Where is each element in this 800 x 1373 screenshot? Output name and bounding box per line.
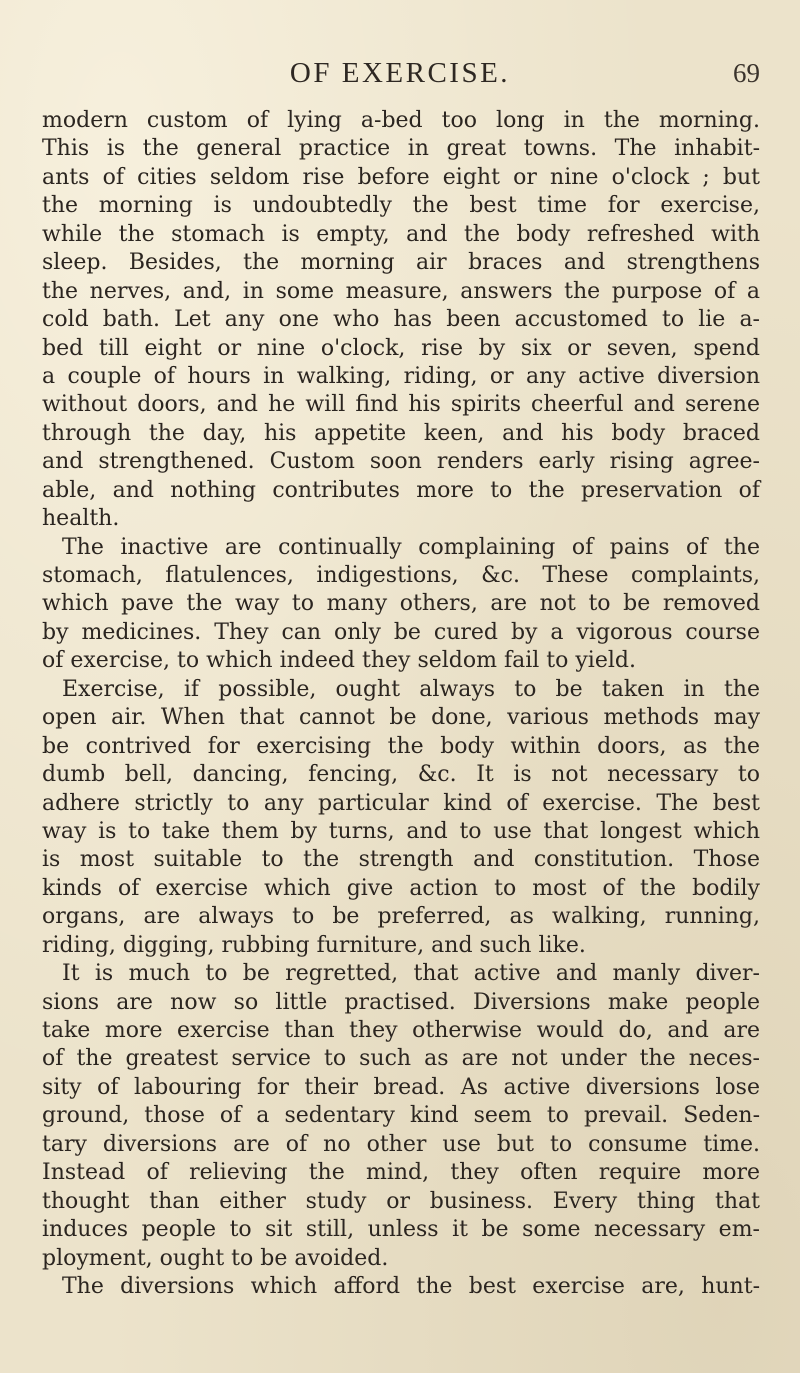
text-line: cold bath. Let any one who has been accustomed to lie a-: [42, 307, 760, 333]
text-line: The diversions which afford the best exercise are, hunt-: [62, 1273, 760, 1299]
text-line: thought than either study or business. Every thing that: [42, 1188, 760, 1214]
text-line: way is to take them by turns, and to use that longest which: [42, 818, 760, 844]
text-line: able, and nothing contributes more to the preservation of: [42, 477, 760, 503]
text-line: and strengthened. Custom soon renders early rising agree-: [42, 449, 760, 475]
text-line: through the day, his appetite keen, and his body braced: [42, 420, 760, 446]
text-line: dumb bell, dancing, fencing, &c. It is not necessary to: [42, 762, 760, 788]
text-line: ployment, ought to be avoided.: [42, 1245, 389, 1271]
text-line: is most suitable to the strength and constitution. Those: [42, 847, 760, 873]
text-line: modern custom of lying a-bed too long in the morning.: [42, 108, 760, 133]
text-line: Exercise, if possible, ought always to be taken in the: [62, 676, 760, 702]
text-line: ground, those of a sedentary kind seem to prevail. Seden-: [42, 1103, 760, 1129]
text-line: health.: [42, 506, 120, 532]
text-line: ants of cities seldom rise before eight or nine o'clock ; but: [42, 164, 760, 190]
text-line: induces people to sit still, unless it be some necessary em-: [42, 1217, 760, 1243]
text-line: It is much to be regretted, that active and manly diver-: [62, 961, 760, 987]
running-head: [40, 56, 760, 92]
text-line: bed till eight or nine o'clock, rise by six or seven, spend: [42, 335, 760, 361]
text-line: the morning is undoubtedly the best time for exercise,: [42, 193, 760, 219]
text-line: The inactive are continually complaining of pains of the: [62, 534, 760, 560]
text-line: sions are now so little practised. Diversions make people: [42, 989, 760, 1015]
text-line: a couple of hours in walking, riding, or any active diversion: [42, 363, 760, 389]
text-line: adhere strictly to any particular kind of exercise. The best: [42, 790, 760, 816]
text-line: be contrived for exercising the body within doors, as the: [42, 733, 760, 759]
text-line: take more exercise than they otherwise would do, and are: [42, 1018, 760, 1043]
text-line: tary diversions are of no other use but to consume time.: [42, 1131, 760, 1157]
page-number: 69: [733, 58, 760, 88]
text-line: organs, are always to be preferred, as walking, running,: [42, 904, 760, 930]
body-text: [42, 107, 760, 1301]
text-line: while the stomach is empty, and the body refreshed with: [42, 221, 760, 247]
text-line: without doors, and he will find his spirits cheerful and serene: [42, 392, 760, 418]
text-line: This is the general practice in great towns. The inhabit-: [42, 136, 760, 162]
text-line: kinds of exercise which give action to most of the bodily: [42, 875, 760, 901]
text-line: which pave the way to many others, are not to be removed: [42, 591, 760, 617]
text-line: sity of labouring for their bread. As active diversions lose: [42, 1074, 760, 1100]
running-title: OF EXERCISE.: [289, 57, 511, 89]
text-line: of exercise, to which indeed they seldom fail to yield.: [42, 648, 636, 674]
text-line: Instead of relieving the mind, they often require more: [42, 1160, 760, 1186]
text-line: open air. When that cannot be done, various methods may: [42, 705, 760, 731]
text-line: sleep. Besides, the morning air braces and strengthens: [42, 250, 760, 276]
text-line: riding, digging, rubbing furniture, and such like.: [42, 932, 586, 958]
text-line: of the greatest service to such as are not under the neces-: [42, 1046, 760, 1072]
text-line: the nerves, and, in some measure, answers the purpose of a: [42, 278, 760, 304]
text-line: by medicines. They can only be cured by a vigorous course: [42, 619, 760, 645]
text-line: stomach, flatulences, indigestions, &c. These complaints,: [42, 563, 760, 588]
